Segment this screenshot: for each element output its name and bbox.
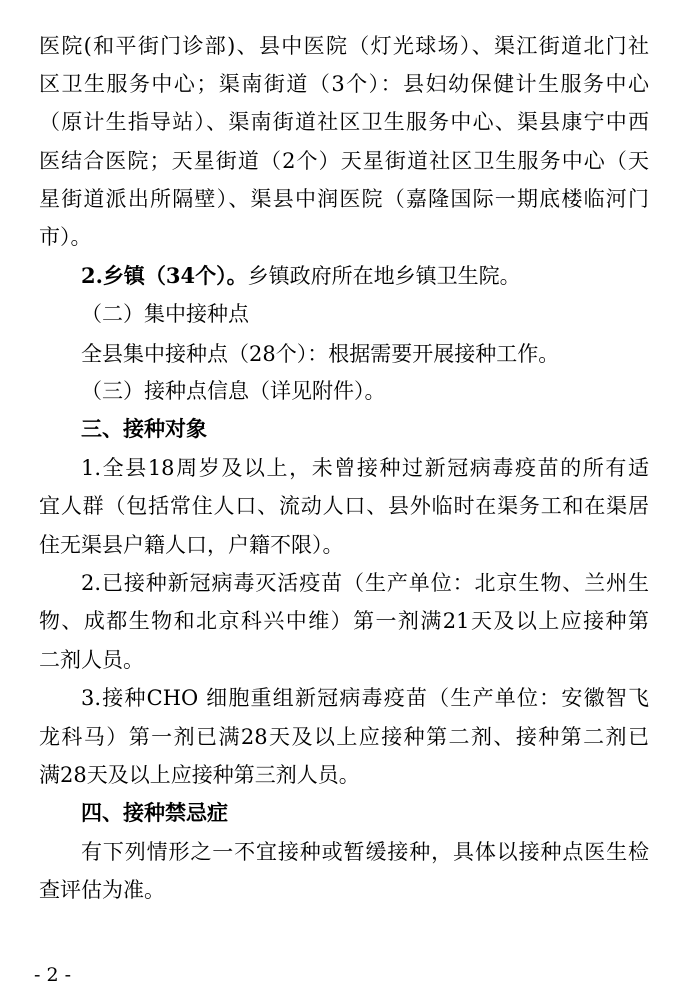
paragraph-line: 星街道派出所隔壁）、渠县中润医院（嘉隆国际一期底楼临河门 [39, 187, 649, 211]
target-3-line: 龙科马）第一剂已满28天及以上应接种第二剂、接种第二剂已 [39, 725, 649, 749]
contraindication-line: 查评估为准。 [39, 878, 165, 902]
target-2-line: 2.已接种新冠病毒灭活疫苗（生产单位：北京生物、兰州生 [81, 571, 649, 595]
target-3-line: 满28天及以上应接种第三剂人员。 [39, 763, 360, 787]
section-3-text: （三）接种点信息（详见附件）。 [81, 379, 386, 403]
heading-3: 三、接种对象 [81, 416, 207, 441]
paragraph-line: 医结合医院；天星街道（2个）天星街道社区卫生服务中心（天 [39, 149, 649, 173]
section-2-heading: （二）集中接种点 [81, 302, 249, 326]
paragraph-line: 区卫生服务中心；渠南街道（3个）：县妇幼保健计生服务中心 [39, 72, 649, 96]
paragraph-line: 市）。 [39, 225, 92, 249]
target-2-line: 二剂人员。 [39, 648, 144, 672]
paragraph-line: （原计生指导站）、渠南街道社区卫生服务中心、渠县康宁中西 [39, 110, 649, 134]
page-number: - 2 - [34, 964, 72, 986]
target-1-line: 住无渠县户籍人口，户籍不限）。 [39, 533, 344, 557]
township-line [81, 257, 649, 295]
target-1-line: 宜人群（包括常住人口、流动人口、县外临时在渠务工和在渠居 [39, 494, 649, 518]
target-3-line: 3.接种CHO 细胞重组新冠病毒疫苗（生产单位：安徽智飞 [81, 686, 649, 710]
target-2-line: 物、成都生物和北京科兴中维）第一剂满21天及以上应接种第 [39, 609, 649, 633]
paragraph-line: 医院(和平街门诊部)、县中医院（灯光球场）、渠江街道北门社 [39, 34, 649, 58]
township-text: 乡镇政府所在地乡镇卫生院。 [247, 264, 521, 288]
section-2-text: 全县集中接种点（28个）：根据需要开展接种工作。 [81, 342, 560, 366]
target-1-line: 1.全县18周岁及以上，未曾接种过新冠病毒疫苗的所有适 [81, 456, 649, 480]
heading-4: 四、接种禁忌症 [81, 800, 228, 825]
township-label: 2.乡镇（34个）。 [81, 263, 248, 288]
contraindication-line: 有下列情形之一不宜接种或暂缓接种，具体以接种点医生检 [81, 840, 649, 864]
